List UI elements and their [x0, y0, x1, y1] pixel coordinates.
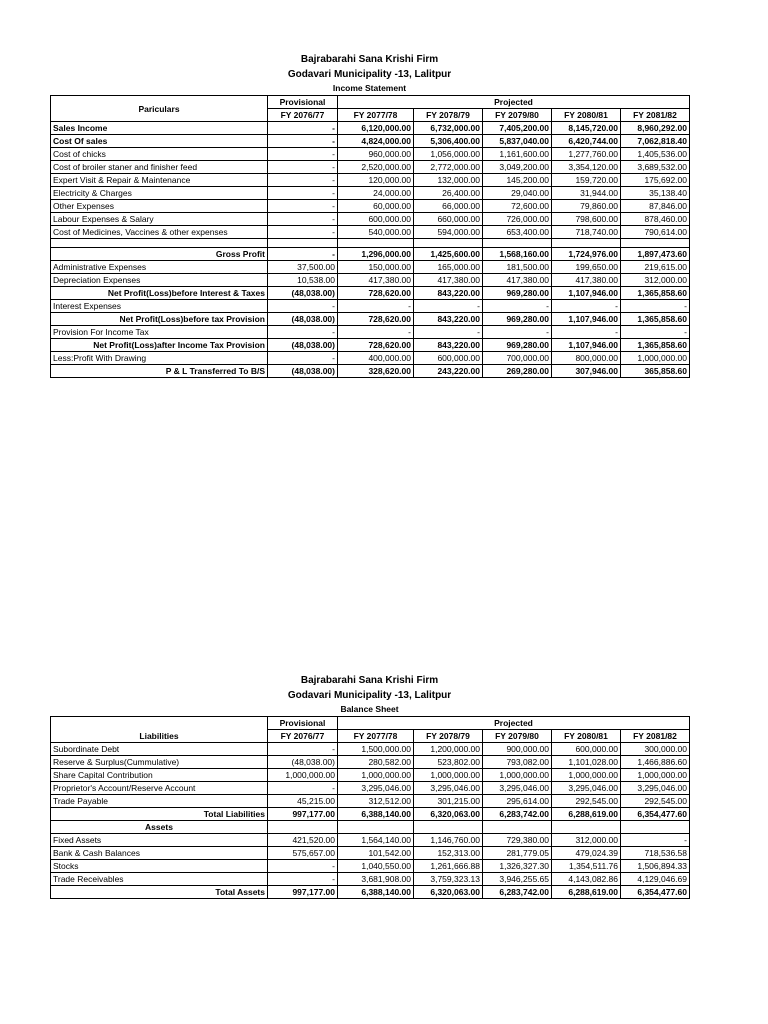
cell-value: 6,120,000.00 — [338, 122, 414, 135]
total-value: 6,388,140.00 — [338, 808, 414, 821]
statement-title: Income Statement — [332, 83, 407, 93]
cell-value: 6,732,000.00 — [414, 122, 483, 135]
cell-value: 1,000,000.00 — [621, 352, 690, 365]
total-value: 997,177.00 — [268, 808, 338, 821]
cell-value: 60,000.00 — [338, 200, 414, 213]
cell-value: 5,306,400.00 — [414, 135, 483, 148]
cell-value: 295,614.00 — [483, 795, 552, 808]
cell-value: - — [268, 300, 338, 313]
balance-sheet — [50, 673, 689, 899]
row-label: Trade Payable — [51, 795, 268, 808]
cell-value: 1,365,858.60 — [621, 313, 690, 326]
cell-value: 3,354,120.00 — [552, 161, 621, 174]
table-row — [51, 300, 690, 313]
total-label: Total Liabilities — [51, 808, 268, 821]
table-row — [51, 213, 690, 226]
cell-value: 1,897,473.60 — [621, 248, 690, 261]
cell-value: 594,000.00 — [414, 226, 483, 239]
particulars-header: Pariculars — [51, 96, 268, 122]
cell-value: 301,215.00 — [414, 795, 483, 808]
row-label: Net Profit(Loss)after Income Tax Provision — [51, 339, 268, 352]
cell-value: - — [268, 226, 338, 239]
table-row — [51, 187, 690, 200]
year-header: FY 2080/81 — [552, 730, 621, 743]
row-label: Cost of chicks — [51, 148, 268, 161]
year-header: FY 2081/82 — [621, 109, 690, 122]
total-value: 6,388,140.00 — [338, 886, 414, 899]
cell-value: 969,280.00 — [483, 339, 552, 352]
year-header: FY 2079/80 — [483, 730, 552, 743]
cell-value: 728,620.00 — [338, 313, 414, 326]
cell-value: 26,400.00 — [414, 187, 483, 200]
table-row — [51, 200, 690, 213]
cell-value: - — [414, 326, 483, 339]
cell-value: 1,040,550.00 — [338, 860, 414, 873]
cell-value: 729,380.00 — [483, 834, 552, 847]
cell-value: - — [621, 300, 690, 313]
total-value: 6,320,063.00 — [414, 808, 483, 821]
table-row — [51, 339, 690, 352]
year-header: FY 2079/80 — [483, 109, 552, 122]
table-row — [51, 873, 690, 886]
cell-value: 292,545.00 — [621, 795, 690, 808]
table-row — [51, 261, 690, 274]
cell-value: 843,220.00 — [414, 287, 483, 300]
table-row — [51, 174, 690, 187]
cell-value: 312,000.00 — [621, 274, 690, 287]
table-row — [51, 795, 690, 808]
cell-value: 6,420,744.00 — [552, 135, 621, 148]
cell-value: 3,295,046.00 — [338, 782, 414, 795]
table-row — [51, 352, 690, 365]
cell-value: 365,858.60 — [621, 365, 690, 378]
total-label: Total Assets — [51, 886, 268, 899]
cell-value: 1,365,858.60 — [621, 287, 690, 300]
cell-value: 87,846.00 — [621, 200, 690, 213]
cell-value: 1,354,511.76 — [552, 860, 621, 873]
cell-value: 66,000.00 — [414, 200, 483, 213]
cell-value: 1,000,000.00 — [552, 769, 621, 782]
company-location: Godavari Municipality -13, Lalitpur — [287, 690, 452, 701]
cell-value: - — [268, 782, 338, 795]
cell-value: 10,538.00 — [268, 274, 338, 287]
cell-value: 1,405,536.00 — [621, 148, 690, 161]
year-header: FY 2077/78 — [338, 730, 414, 743]
income-statement-table — [50, 95, 690, 378]
cell-value: 3,946,255.65 — [483, 873, 552, 886]
table-row — [51, 769, 690, 782]
cell-value: 417,380.00 — [414, 274, 483, 287]
cell-value: - — [552, 300, 621, 313]
cell-value: 575,657.00 — [268, 847, 338, 860]
cell-value: - — [268, 860, 338, 873]
row-label: Reserve & Surplus(Cummulative) — [51, 756, 268, 769]
cell-value: 1,261,666.88 — [414, 860, 483, 873]
year-header: FY 2078/79 — [414, 109, 483, 122]
cell-value: 843,220.00 — [414, 339, 483, 352]
cell-value: 1,277,760.00 — [552, 148, 621, 161]
cell-value: - — [338, 326, 414, 339]
row-label: Other Expenses — [51, 200, 268, 213]
cell-value: - — [268, 743, 338, 756]
cell-value: 159,720.00 — [552, 174, 621, 187]
cell-value: 1,200,000.00 — [414, 743, 483, 756]
row-label: Share Capital Contribution — [51, 769, 268, 782]
row-label: P & L Transferred To B/S — [51, 365, 268, 378]
cell-value: - — [268, 352, 338, 365]
cell-value: 1,506,894.33 — [621, 860, 690, 873]
row-label: Cost of broiler staner and finisher feed — [51, 161, 268, 174]
cell-value: 145,200.00 — [483, 174, 552, 187]
table-row — [51, 782, 690, 795]
year-header: FY 2080/81 — [552, 109, 621, 122]
cell-value: 243,220.00 — [414, 365, 483, 378]
cell-value: 790,614.00 — [621, 226, 690, 239]
cell-value: 3,049,200.00 — [483, 161, 552, 174]
cell-value: 120,000.00 — [338, 174, 414, 187]
cell-value: 843,220.00 — [414, 313, 483, 326]
company-name: Bajrabarahi Sana Krishi Firm — [300, 675, 439, 686]
cell-value: (48,038.00) — [268, 365, 338, 378]
cell-value: 600,000.00 — [552, 743, 621, 756]
cell-value: 1,425,600.00 — [414, 248, 483, 261]
cell-value: 800,000.00 — [552, 352, 621, 365]
cell-value: 1,000,000.00 — [268, 769, 338, 782]
balance-sheet-table — [50, 716, 690, 899]
row-label: Electricity & Charges — [51, 187, 268, 200]
cell-value: 132,000.00 — [414, 174, 483, 187]
row-label: Sales Income — [51, 122, 268, 135]
cell-value: 312,000.00 — [552, 834, 621, 847]
cell-value: 181,500.00 — [483, 261, 552, 274]
company-location: Godavari Municipality -13, Lalitpur — [287, 69, 452, 80]
row-label: Stocks — [51, 860, 268, 873]
year-header: FY 2078/79 — [414, 730, 483, 743]
total-value: 6,288,619.00 — [552, 808, 621, 821]
cell-value: 165,000.00 — [414, 261, 483, 274]
cell-value: 3,759,323.13 — [414, 873, 483, 886]
table-row — [51, 274, 690, 287]
cell-value: 1,107,946.00 — [552, 287, 621, 300]
cell-value: 152,313.00 — [414, 847, 483, 860]
cell-value: - — [268, 213, 338, 226]
cell-value: (48,038.00) — [268, 339, 338, 352]
cell-value: 7,405,200.00 — [483, 122, 552, 135]
cell-value: - — [268, 135, 338, 148]
cell-value: 35,138.40 — [621, 187, 690, 200]
cell-value: 1,365,858.60 — [621, 339, 690, 352]
cell-value: 718,536.58 — [621, 847, 690, 860]
row-label: Fixed Assets — [51, 834, 268, 847]
cell-value: 4,143,082.86 — [552, 873, 621, 886]
cell-value: 45,215.00 — [268, 795, 338, 808]
table-row — [51, 756, 690, 769]
row-label: Labour Expenses & Salary — [51, 213, 268, 226]
cell-value: (48,038.00) — [268, 756, 338, 769]
cell-value: 660,000.00 — [414, 213, 483, 226]
cell-value: - — [268, 148, 338, 161]
cell-value: 150,000.00 — [338, 261, 414, 274]
cell-value: 3,681,908.00 — [338, 873, 414, 886]
table-row — [51, 860, 690, 873]
cell-value: 3,295,046.00 — [483, 782, 552, 795]
cell-value: - — [621, 834, 690, 847]
projected-label: Projected — [338, 96, 690, 109]
row-label: Gross Profit — [51, 248, 268, 261]
cell-value: 417,380.00 — [338, 274, 414, 287]
cell-value: 3,295,046.00 — [621, 782, 690, 795]
cell-value: - — [268, 248, 338, 261]
cell-value: 3,689,532.00 — [621, 161, 690, 174]
cell-value: 72,600.00 — [483, 200, 552, 213]
cell-value: 1,146,760.00 — [414, 834, 483, 847]
year-header: FY 2081/82 — [621, 730, 690, 743]
cell-value: 1,000,000.00 — [414, 769, 483, 782]
cell-value: 417,380.00 — [483, 274, 552, 287]
year-header: FY 2076/77 — [268, 730, 338, 743]
row-label: Administrative Expenses — [51, 261, 268, 274]
income-statement-sheet — [50, 52, 689, 378]
cell-value: 540,000.00 — [338, 226, 414, 239]
row-label: Net Profit(Loss)before Interest & Taxes — [51, 287, 268, 300]
row-label: Subordinate Debt — [51, 743, 268, 756]
cell-value: 292,545.00 — [552, 795, 621, 808]
cell-value: 728,620.00 — [338, 287, 414, 300]
cell-value: 700,000.00 — [483, 352, 552, 365]
cell-value: 400,000.00 — [338, 352, 414, 365]
liabilities-header: Liabilities — [51, 730, 268, 743]
projected-label: Projected — [338, 717, 690, 730]
cell-value: 199,650.00 — [552, 261, 621, 274]
row-label: Cost of Medicines, Vaccines & other expenses — [51, 226, 268, 239]
cell-value: - — [268, 161, 338, 174]
cell-value: 969,280.00 — [483, 313, 552, 326]
row-label: Bank & Cash Balances — [51, 847, 268, 860]
company-name: Bajrabarahi Sana Krishi Firm — [300, 54, 439, 65]
cell-value: 793,082.00 — [483, 756, 552, 769]
table-row — [51, 847, 690, 860]
cell-value: (48,038.00) — [268, 287, 338, 300]
cell-value: - — [414, 300, 483, 313]
cell-value: 1,056,000.00 — [414, 148, 483, 161]
table-row — [51, 248, 690, 261]
table-row — [51, 834, 690, 847]
cell-value: 281,779.05 — [483, 847, 552, 860]
cell-value: 8,145,720.00 — [552, 122, 621, 135]
cell-value: 2,520,000.00 — [338, 161, 414, 174]
cell-value: 2,772,000.00 — [414, 161, 483, 174]
table-row — [51, 161, 690, 174]
cell-value: 219,615.00 — [621, 261, 690, 274]
cell-value: 1,466,886.60 — [621, 756, 690, 769]
cell-value: 969,280.00 — [483, 287, 552, 300]
cell-value: 600,000.00 — [414, 352, 483, 365]
row-label: Trade Receivables — [51, 873, 268, 886]
cell-value: 307,946.00 — [552, 365, 621, 378]
row-label: Proprietor's Account/Reserve Account — [51, 782, 268, 795]
cell-value: - — [483, 300, 552, 313]
cell-value: (48,038.00) — [268, 313, 338, 326]
cell-value: 1,000,000.00 — [483, 769, 552, 782]
cell-value: 312,512.00 — [338, 795, 414, 808]
cell-value: 600,000.00 — [338, 213, 414, 226]
cell-value: 175,692.00 — [621, 174, 690, 187]
total-value: 6,320,063.00 — [414, 886, 483, 899]
cell-value: 1,000,000.00 — [621, 769, 690, 782]
provisional-label: Provisional — [268, 96, 338, 109]
cell-value: 300,000.00 — [621, 743, 690, 756]
cell-value: 653,400.00 — [483, 226, 552, 239]
total-value: 6,283,742.00 — [483, 808, 552, 821]
cell-value: 24,000.00 — [338, 187, 414, 200]
total-row — [51, 886, 690, 899]
table-row — [51, 365, 690, 378]
cell-value: 479,024.39 — [552, 847, 621, 860]
cell-value: 328,620.00 — [338, 365, 414, 378]
cell-value: 523,802.00 — [414, 756, 483, 769]
table-row — [51, 135, 690, 148]
cell-value: 1,326,327.30 — [483, 860, 552, 873]
total-value: 997,177.00 — [268, 886, 338, 899]
cell-value: 4,129,046.69 — [621, 873, 690, 886]
cell-value: - — [268, 122, 338, 135]
table-row — [51, 313, 690, 326]
row-label: Provision For Income Tax — [51, 326, 268, 339]
cell-value: 37,500.00 — [268, 261, 338, 274]
cell-value: 7,062,818.40 — [621, 135, 690, 148]
cell-value: 101,542.00 — [338, 847, 414, 860]
cell-value: 280,582.00 — [338, 756, 414, 769]
cell-value: - — [621, 326, 690, 339]
cell-value: - — [268, 326, 338, 339]
cell-value: 8,960,292.00 — [621, 122, 690, 135]
cell-value: 726,000.00 — [483, 213, 552, 226]
cell-value: - — [483, 326, 552, 339]
cell-value: 900,000.00 — [483, 743, 552, 756]
cell-value: 1,724,976.00 — [552, 248, 621, 261]
cell-value: 29,040.00 — [483, 187, 552, 200]
cell-value: - — [268, 187, 338, 200]
cell-value: 1,107,946.00 — [552, 313, 621, 326]
year-header: FY 2076/77 — [268, 109, 338, 122]
cell-value: - — [268, 873, 338, 886]
cell-value: 728,620.00 — [338, 339, 414, 352]
total-row — [51, 808, 690, 821]
row-label: Cost Of sales — [51, 135, 268, 148]
row-label: Depreciation Expenses — [51, 274, 268, 287]
cell-value: 3,295,046.00 — [414, 782, 483, 795]
table-row — [51, 326, 690, 339]
statement-title: Balance Sheet — [340, 704, 399, 714]
total-value: 6,354,477.60 — [621, 808, 690, 821]
year-header-row — [51, 730, 690, 743]
row-label: Expert Visit & Repair & Maintenance — [51, 174, 268, 187]
cell-value: 1,101,028.00 — [552, 756, 621, 769]
total-value: 6,354,477.60 — [621, 886, 690, 899]
cell-value: 5,837,040.00 — [483, 135, 552, 148]
cell-value: 1,564,140.00 — [338, 834, 414, 847]
total-value: 6,288,619.00 — [552, 886, 621, 899]
cell-value: 79,860.00 — [552, 200, 621, 213]
cell-value: 3,295,046.00 — [552, 782, 621, 795]
table-row — [51, 122, 690, 135]
cell-value: 1,568,160.00 — [483, 248, 552, 261]
cell-value: - — [338, 300, 414, 313]
table-row — [51, 226, 690, 239]
cell-value: 269,280.00 — [483, 365, 552, 378]
cell-value: - — [268, 174, 338, 187]
assets-header-row — [51, 821, 690, 834]
cell-value: 417,380.00 — [552, 274, 621, 287]
provisional-label: Provisional — [268, 717, 338, 730]
cell-value: 878,460.00 — [621, 213, 690, 226]
total-value: 6,283,742.00 — [483, 886, 552, 899]
cell-value: 798,600.00 — [552, 213, 621, 226]
table-row — [51, 287, 690, 300]
spacer-row — [51, 239, 690, 248]
cell-value: 4,824,000.00 — [338, 135, 414, 148]
table-row — [51, 743, 690, 756]
row-label: Net Profit(Loss)before tax Provision — [51, 313, 268, 326]
row-label: Less:Profit With Drawing — [51, 352, 268, 365]
cell-value: 31,944.00 — [552, 187, 621, 200]
cell-value: 718,740.00 — [552, 226, 621, 239]
cell-value: 1,161,600.00 — [483, 148, 552, 161]
cell-value: 960,000.00 — [338, 148, 414, 161]
table-row — [51, 148, 690, 161]
cell-value: 421,520.00 — [268, 834, 338, 847]
row-label: Interest Expenses — [51, 300, 268, 313]
assets-header: Assets — [51, 821, 268, 834]
cell-value: 1,000,000.00 — [338, 769, 414, 782]
cell-value: 1,296,000.00 — [338, 248, 414, 261]
cell-value: 1,107,946.00 — [552, 339, 621, 352]
cell-value: 1,500,000.00 — [338, 743, 414, 756]
cell-value: - — [552, 326, 621, 339]
cell-value: - — [268, 200, 338, 213]
year-header: FY 2077/78 — [338, 109, 414, 122]
